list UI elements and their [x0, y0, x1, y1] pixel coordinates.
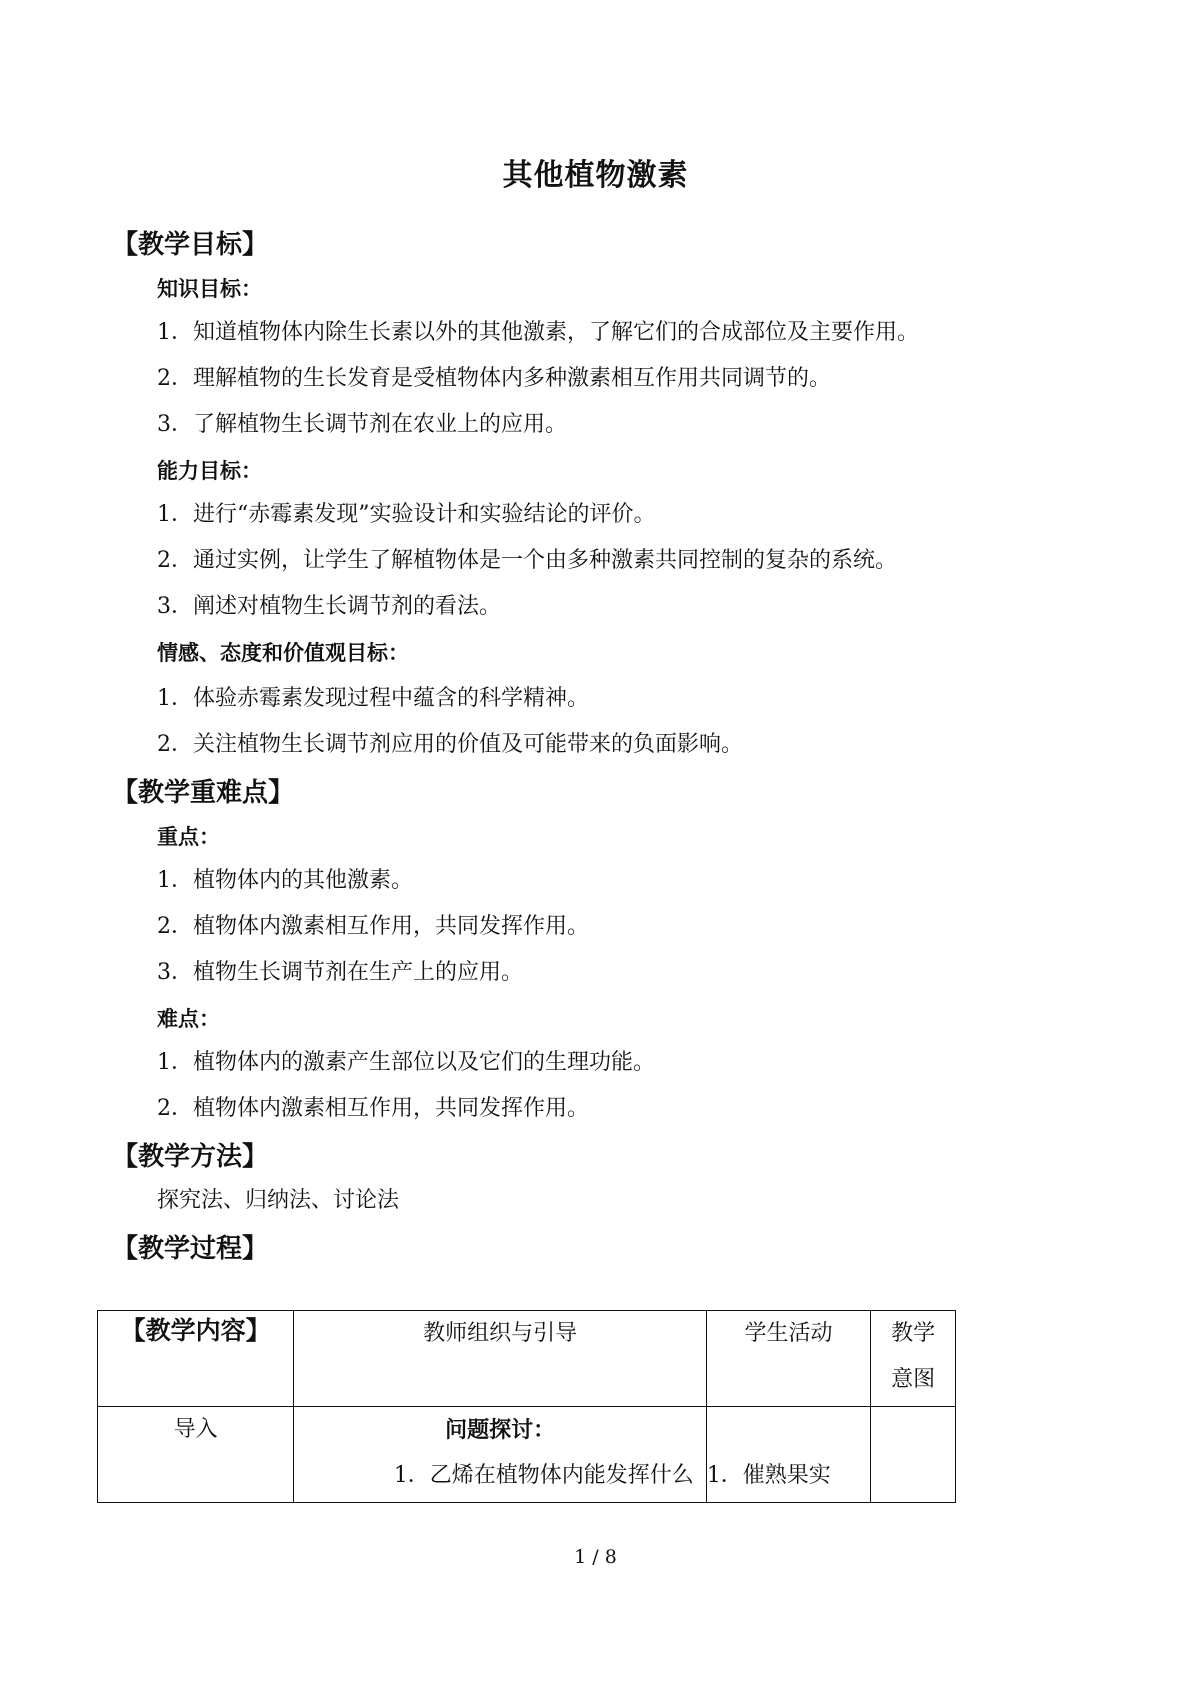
row1-teacher-title: 问题探讨：: [445, 1417, 556, 1443]
heading-methods: 【教学方法】: [112, 1142, 269, 1172]
knowledge-goal-2: 2．理解植物的生长发育是受植物体内多种激素相互作用共同调节的。: [157, 366, 831, 391]
label-ability-goals: 能力目标：: [157, 458, 262, 483]
ability-goal-1: 1．进行“赤霉素发现”实验设计和实验结论的评价。: [157, 502, 656, 527]
knowledge-goal-1: 1．知道植物体内除生长素以外的其他激素，了解它们的合成部位及主要作用。: [157, 320, 919, 345]
document-title: 其他植物激素: [502, 158, 689, 193]
ability-goal-2: 2．通过实例，让学生了解植物体是一个由多种激素共同控制的复杂的系统。: [157, 548, 897, 573]
row1-teacher: [294, 1407, 706, 1503]
row1-student-text: 1．催熟果实: [706, 1463, 831, 1488]
label-difficult: 难点：: [157, 1006, 220, 1031]
header-content: 【教学内容】: [98, 1311, 294, 1407]
label-key: 重点：: [157, 824, 220, 849]
header-student: 学生活动: [706, 1311, 870, 1407]
page-number: 1 / 8: [574, 1546, 617, 1568]
header-intent-line2: 意图: [891, 1367, 936, 1392]
table-row: [98, 1407, 956, 1503]
table-header-row: [98, 1311, 956, 1407]
heading-process: 【教学过程】: [112, 1234, 269, 1264]
emotion-goal-1: 1．体验赤霉素发现过程中蕴含的科学精神。: [157, 686, 589, 711]
methods-text: 探究法、归纳法、讨论法: [157, 1188, 400, 1213]
heading-key-points: 【教学重难点】: [112, 778, 295, 808]
row1-content: 导入: [98, 1407, 294, 1503]
process-table: [97, 1310, 956, 1503]
key-point-3: 3．植物生长调节剂在生产上的应用。: [157, 960, 523, 985]
label-emotion-goals: 情感、态度和价值观目标：: [157, 640, 409, 665]
key-point-2: 2．植物体内激素相互作用，共同发挥作用。: [157, 914, 589, 939]
knowledge-goal-3: 3．了解植物生长调节剂在农业上的应用。: [157, 412, 567, 437]
difficult-point-1: 1．植物体内的激素产生部位以及它们的生理功能。: [157, 1050, 655, 1075]
header-intent-line1: 教学: [891, 1321, 936, 1346]
key-point-1: 1．植物体内的其他激素。: [157, 868, 413, 893]
row1-teacher-item: 1．乙烯在植物体内能发挥什么: [393, 1463, 694, 1488]
header-intent: [871, 1311, 956, 1407]
ability-goal-3: 3．阐述对植物生长调节剂的看法。: [157, 594, 501, 619]
emotion-goal-2: 2．关注植物生长调节剂应用的价值及可能带来的负面影响。: [157, 732, 743, 757]
heading-teaching-goals: 【教学目标】: [112, 230, 269, 260]
difficult-point-2: 2．植物体内激素相互作用，共同发挥作用。: [157, 1096, 589, 1121]
label-knowledge-goals: 知识目标：: [157, 276, 262, 301]
row1-student-spacer: [707, 1407, 870, 1453]
header-teacher: 教师组织与引导: [294, 1311, 706, 1407]
row1-intent: [871, 1407, 956, 1503]
row1-student: [706, 1407, 870, 1503]
